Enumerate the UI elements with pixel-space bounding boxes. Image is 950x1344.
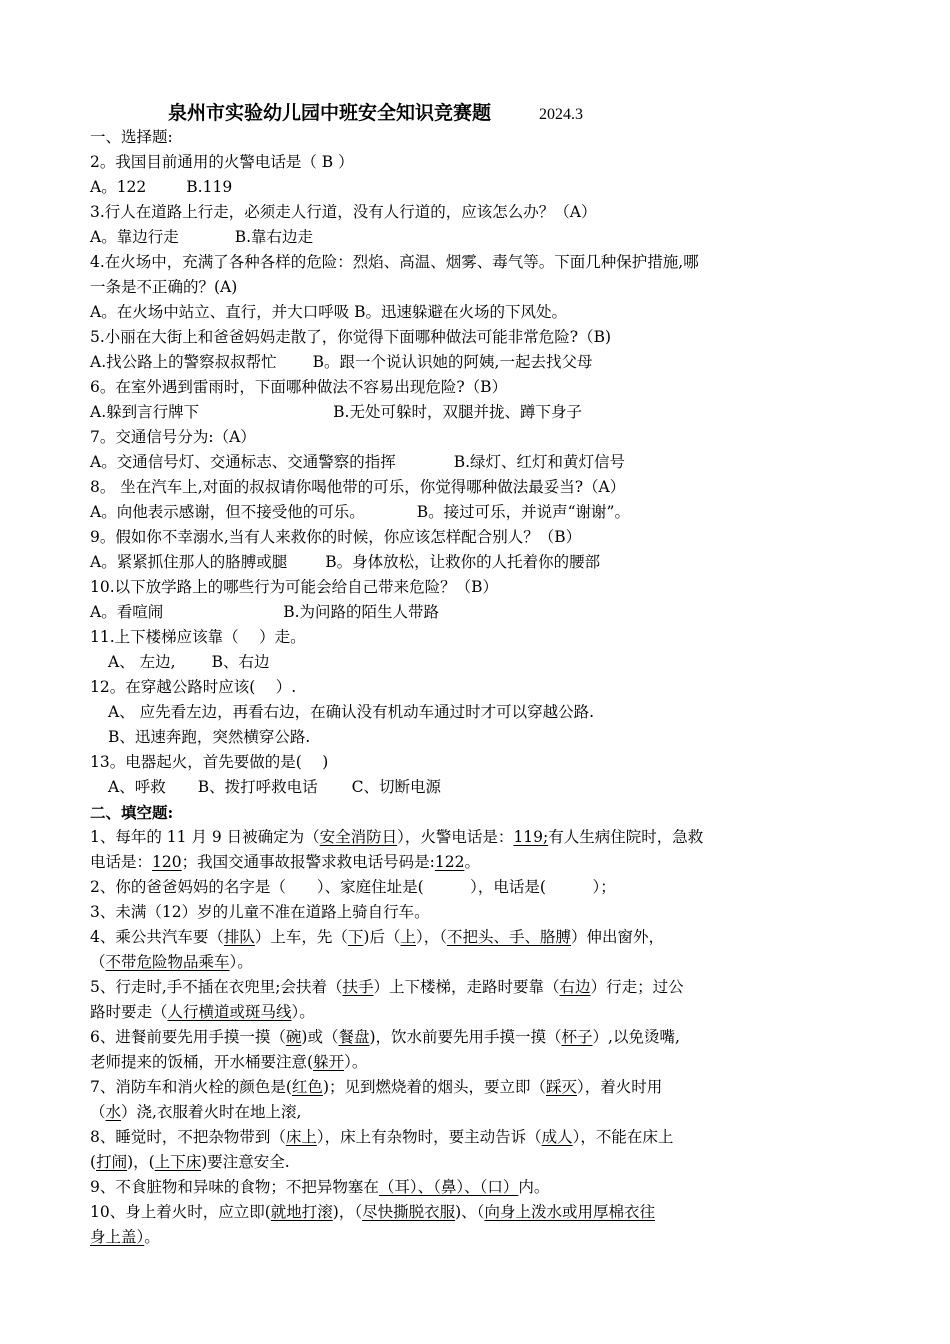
text: )，（ [332, 1203, 363, 1221]
option-b: B。接过可乐，并说声“谢谢”。 [416, 503, 630, 521]
text: 8、睡觉时，不把杂物带到（ [90, 1128, 286, 1146]
fill-4-line2 [90, 950, 865, 975]
text: 内。 [518, 1178, 550, 1196]
option-a: A、呼救 [108, 778, 166, 796]
text: ；我国交通事故报警求救电话号码是: [181, 853, 435, 871]
question-9-options [90, 550, 865, 575]
question-3-options [90, 225, 865, 250]
text: ）。 [344, 1053, 368, 1071]
answer: 不带危险物品乘车 [105, 953, 230, 971]
fill-4-line1 [90, 925, 865, 950]
text: ）行走；过公 [590, 978, 684, 996]
text: 7、消防车和消火栓的颜色是( [90, 1078, 292, 1096]
question-8: 8。 坐在汽车上,对面的叔叔请你喝他带的可乐，你觉得哪种做法最妥当?（A） [90, 478, 626, 496]
option-b: B.绿灯、红灯和黄灯信号 [453, 453, 626, 471]
option-b: B.119 [186, 178, 233, 196]
text: ）上下楼梯，走路时要靠（ [373, 978, 560, 996]
fill-3: 3、未满（12）岁的儿童不准在道路上骑自行车。 [90, 903, 430, 921]
document-body [90, 125, 865, 1250]
answer: 碗 [285, 1028, 302, 1046]
text: 6、进餐前要先用手摸一摸（ [90, 1028, 286, 1046]
question-7: 7。交通信号分为:（A） [90, 428, 256, 446]
answer: 就地打滚 [270, 1203, 333, 1221]
text: 4、乘公共汽车要（ [90, 928, 224, 946]
text: ），床上有杂物时，要主动告诉（ [316, 1128, 542, 1146]
answer: 排队 [223, 928, 255, 946]
question-4-line1: 4.在火场中，充满了各种各样的危险：烈焰、高温、烟雾、毒气等。下面几种保护措施,哪 [90, 253, 699, 271]
fill-8-line2 [90, 1150, 865, 1175]
option-b: B、右边 [211, 653, 270, 671]
fill-7-line2 [90, 1100, 865, 1125]
text: 电话是： [90, 853, 153, 871]
text: )，饮水前要先用手摸一摸（ [369, 1028, 562, 1046]
option-a: A。靠边行走 [90, 228, 179, 246]
option-b: B.无处可躲时，双腿并拢、蹲下身子 [333, 403, 582, 421]
section-heading-choice: 一、选择题: [90, 128, 173, 146]
answer: 踩灭 [546, 1078, 578, 1096]
document-date: 2024.3 [539, 106, 584, 123]
fill-7-line1 [90, 1075, 865, 1100]
text: 。 [144, 1228, 160, 1246]
option-a: A。向他表示感谢，但不接受他的可乐。 [90, 503, 365, 521]
question-4-line2: 一条是不正确的？(A) [90, 278, 238, 296]
text: 1、每年的 11 月 9 日被确定为（ [90, 828, 320, 846]
question-7-options [90, 450, 865, 475]
text: 。 [464, 853, 480, 871]
fill-1-line2 [90, 850, 865, 875]
question-4-options: A。在火场中站立、直行，并大口呼吸 B。迅速躲避在火场的下风处。 [90, 303, 568, 321]
question-9: 9。假如你不幸溺水,当有人来救你的时候，你应该怎样配合别人？（B） [90, 528, 582, 546]
answer: 122 [434, 853, 465, 871]
text: ）伸出窗外， [571, 928, 665, 946]
question-5-options [90, 350, 865, 375]
text: 9、不食脏物和异味的食物；不把异物塞在 [90, 1178, 379, 1196]
text: ），（ [416, 928, 448, 946]
option-a: A、 左边, [108, 653, 176, 671]
fill-5-line2 [90, 1000, 865, 1025]
answer: 安全消防日 [319, 828, 398, 846]
answer: （耳）、（鼻）、（口） [378, 1178, 519, 1196]
question-6: 6。在室外遇到雷雨时，下面哪种做法不容易出现危险?（B） [90, 378, 508, 396]
text: 5、行走时,手不插在衣兜里;会扶着（ [90, 978, 343, 996]
text: )要注意安全. [201, 1153, 290, 1171]
answer: 人行横道或斑马线 [167, 1003, 292, 1021]
question-2: 2。我国目前通用的火警电话是（ B ） [90, 153, 354, 171]
answer: 打闹 [96, 1153, 128, 1171]
option-c: C、切断电源 [351, 778, 441, 796]
answer: 尽快撕脱衣服 [362, 1203, 456, 1221]
question-11-options [90, 650, 865, 675]
text: 10、身上着火时，应立即( [90, 1203, 271, 1221]
text: )；见到燃烧着的烟头，要立即（ [322, 1078, 546, 1096]
question-12-option-b: B、迅速奔跑，突然横穿公路. [108, 728, 311, 746]
question-5: 5.小丽在大街上和爸爸妈妈走散了，你觉得下面哪种做法可能非常危险?（B) [90, 328, 612, 346]
option-b: B.靠右边走 [234, 228, 314, 246]
text: ），不能在床上 [572, 1128, 674, 1146]
answer: 餐盘 [338, 1028, 370, 1046]
question-11: 11.上下楼梯应该靠（ ）走。 [90, 628, 306, 646]
text: （ [90, 953, 106, 971]
answer: 不把头、手、胳膊 [447, 928, 572, 946]
answer: 成人 [541, 1128, 573, 1146]
text: ）。 [291, 1003, 315, 1021]
answer: 右边 [559, 978, 591, 996]
answer: 床上 [285, 1128, 317, 1146]
fill-8-line1 [90, 1125, 865, 1150]
option-a: A。交通信号灯、交通标志、交通警察的指挥 [90, 453, 396, 471]
answer: 119; [513, 828, 549, 846]
option-a: A.躲到言行牌下 [90, 403, 200, 421]
text: )或（ [301, 1028, 339, 1046]
text: ( [90, 1153, 97, 1171]
answer: 120 [152, 853, 182, 871]
question-10: 10.以下放学路上的哪些行为可能会给自己带来危险？（B） [90, 578, 499, 596]
text: 老师提来的饭桶，开水桶要注意( [90, 1053, 314, 1071]
question-8-options [90, 500, 865, 525]
answer: 下 [347, 928, 364, 946]
option-a: A.找公路上的警察叔叔帮忙 [90, 353, 277, 371]
answer: 躲开 [313, 1053, 345, 1071]
question-3: 3.行人在道路上行走，必须走人行道，没有人行道的，应该怎么办？（A） [90, 203, 597, 221]
question-6-options [90, 400, 865, 425]
fill-1-line1 [90, 825, 865, 850]
question-10-options [90, 600, 865, 625]
fill-2: 2、你的爸爸妈妈的名字是（ ）、家庭住址是( ），电话是( ）； [90, 878, 616, 896]
text: 路时要走（ [90, 1003, 168, 1021]
section-heading-fill: 二、填空题: [90, 803, 174, 822]
option-b: B。身体放松，让救你的人托着你的腰部 [325, 553, 601, 571]
question-2-options [90, 175, 865, 200]
answer: 扶手 [342, 978, 374, 996]
text: ）浇,衣服着火时在地上滚, [121, 1103, 302, 1121]
text: （ [90, 1103, 106, 1121]
question-12-option-a: A、 应先看左边，再看右边，在确认没有机动车通过时才可以穿越公路. [108, 703, 595, 721]
option-a: A。看喧闹 [90, 603, 164, 621]
fill-6-line1 [90, 1025, 865, 1050]
title-text: 泉州市实验幼儿园中班安全知识竞赛题 [168, 102, 492, 124]
question-12: 12。在穿越公路时应该( ）. [90, 678, 297, 696]
text: )，( [127, 1153, 155, 1171]
fill-6-line2 [90, 1050, 865, 1075]
text: )后（ [363, 928, 401, 946]
option-b: B。跟一个说认识她的阿姨,一起去找父母 [312, 353, 593, 371]
answer: 上下床 [154, 1153, 202, 1171]
text: ），火警电话是： [397, 828, 514, 846]
fill-9 [90, 1175, 865, 1200]
fill-10-line2 [90, 1225, 865, 1250]
option-b: B、拨打呼救电话 [197, 778, 318, 796]
text: )、（ [455, 1203, 485, 1221]
fill-10-line1 [90, 1200, 865, 1225]
option-a: A。紧紧抓住那人的胳膊或腿 [90, 553, 288, 571]
text: ），着火时用 [577, 1078, 663, 1096]
text: ）。 [229, 953, 253, 971]
question-13-options [90, 775, 865, 800]
answer: 身上盖） [90, 1228, 145, 1246]
question-13: 13。电器起火，首先要做的是( ) [90, 753, 329, 771]
option-b: B.为问路的陌生人带路 [283, 603, 440, 621]
text: ）上车，先（ [254, 928, 348, 946]
answer: 向身上泼水或用厚棉衣往 [484, 1203, 655, 1221]
option-a: A。122 [90, 178, 147, 196]
fill-5-line1 [90, 975, 865, 1000]
answer: 水 [105, 1103, 122, 1121]
document-title [168, 98, 583, 125]
answer: 红色 [291, 1078, 323, 1096]
answer: 上 [400, 928, 416, 946]
answer: 杯子 [561, 1028, 593, 1046]
text: ）,以免烫嘴, [592, 1028, 680, 1046]
text: 有人生病住院时，急救 [548, 828, 704, 846]
